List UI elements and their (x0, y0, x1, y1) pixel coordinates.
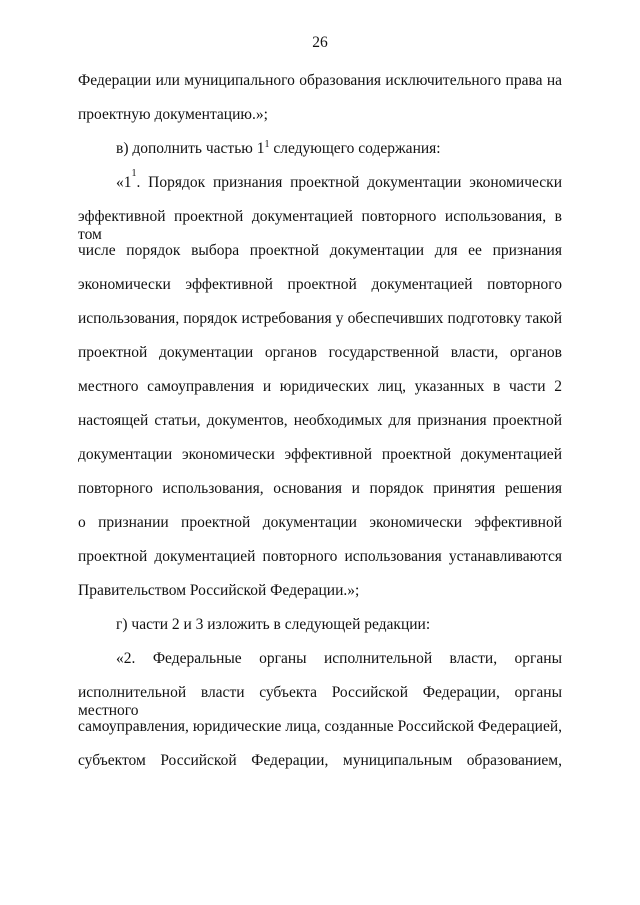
text-fragment: «1 (116, 174, 132, 191)
text-line: использования, порядок истребования у обеспечивших подготовку такой (78, 310, 562, 327)
text-line (116, 140, 562, 158)
text-line: субъектом Российской Федерации, муниципальным образованием, (78, 752, 562, 769)
page-number: 26 (312, 34, 328, 51)
text-fragment: следующего содержания: (273, 140, 441, 157)
text-line: Правительством Российской Федерации.»; (78, 582, 360, 599)
text-line: числе порядок выбора проектной документации для ее признания (78, 242, 562, 259)
text-line: исполнительной власти субъекта Российской Федерации, органы местного (78, 684, 562, 719)
text-line (116, 168, 562, 192)
text-line: экономически эффективной проектной документацией повторного (78, 276, 562, 293)
text-line: о признании проектной документации экономически эффективной (78, 514, 562, 531)
text-fragment: . Порядок признания проектной документации экономически (136, 174, 562, 191)
text-line: г) части 2 и 3 изложить в следующей редакции: (116, 616, 431, 633)
text-line: проектную документацию.»; (78, 106, 268, 123)
text-line: документации экономически эффективной проектной документацией (78, 446, 562, 463)
text-line: эффективной проектной документацией повторного использования, в том (78, 208, 562, 243)
superscript: 1 (264, 139, 270, 150)
text-line: «2. Федеральные органы исполнительной власти, органы (116, 650, 562, 667)
text-line: местного самоуправления и юридических лиц, указанных в части 2 (78, 378, 562, 395)
text-line: повторного использования, основания и порядок принятия решения (78, 480, 562, 497)
superscript: 1 (131, 168, 137, 179)
text-line: настоящей статьи, документов, необходимых для признания проектной (78, 412, 562, 429)
text-line: самоуправления, юридические лица, созданные Российской Федерацией, (78, 718, 562, 735)
text-line: Федерации или муниципального образования исключительного права на (78, 72, 562, 89)
text-line: проектной документации органов государственной власти, органов (78, 344, 562, 361)
text-fragment: в) дополнить частью 1 (116, 140, 265, 157)
text-line: проектной документацией повторного использования устанавливаются (78, 548, 562, 565)
